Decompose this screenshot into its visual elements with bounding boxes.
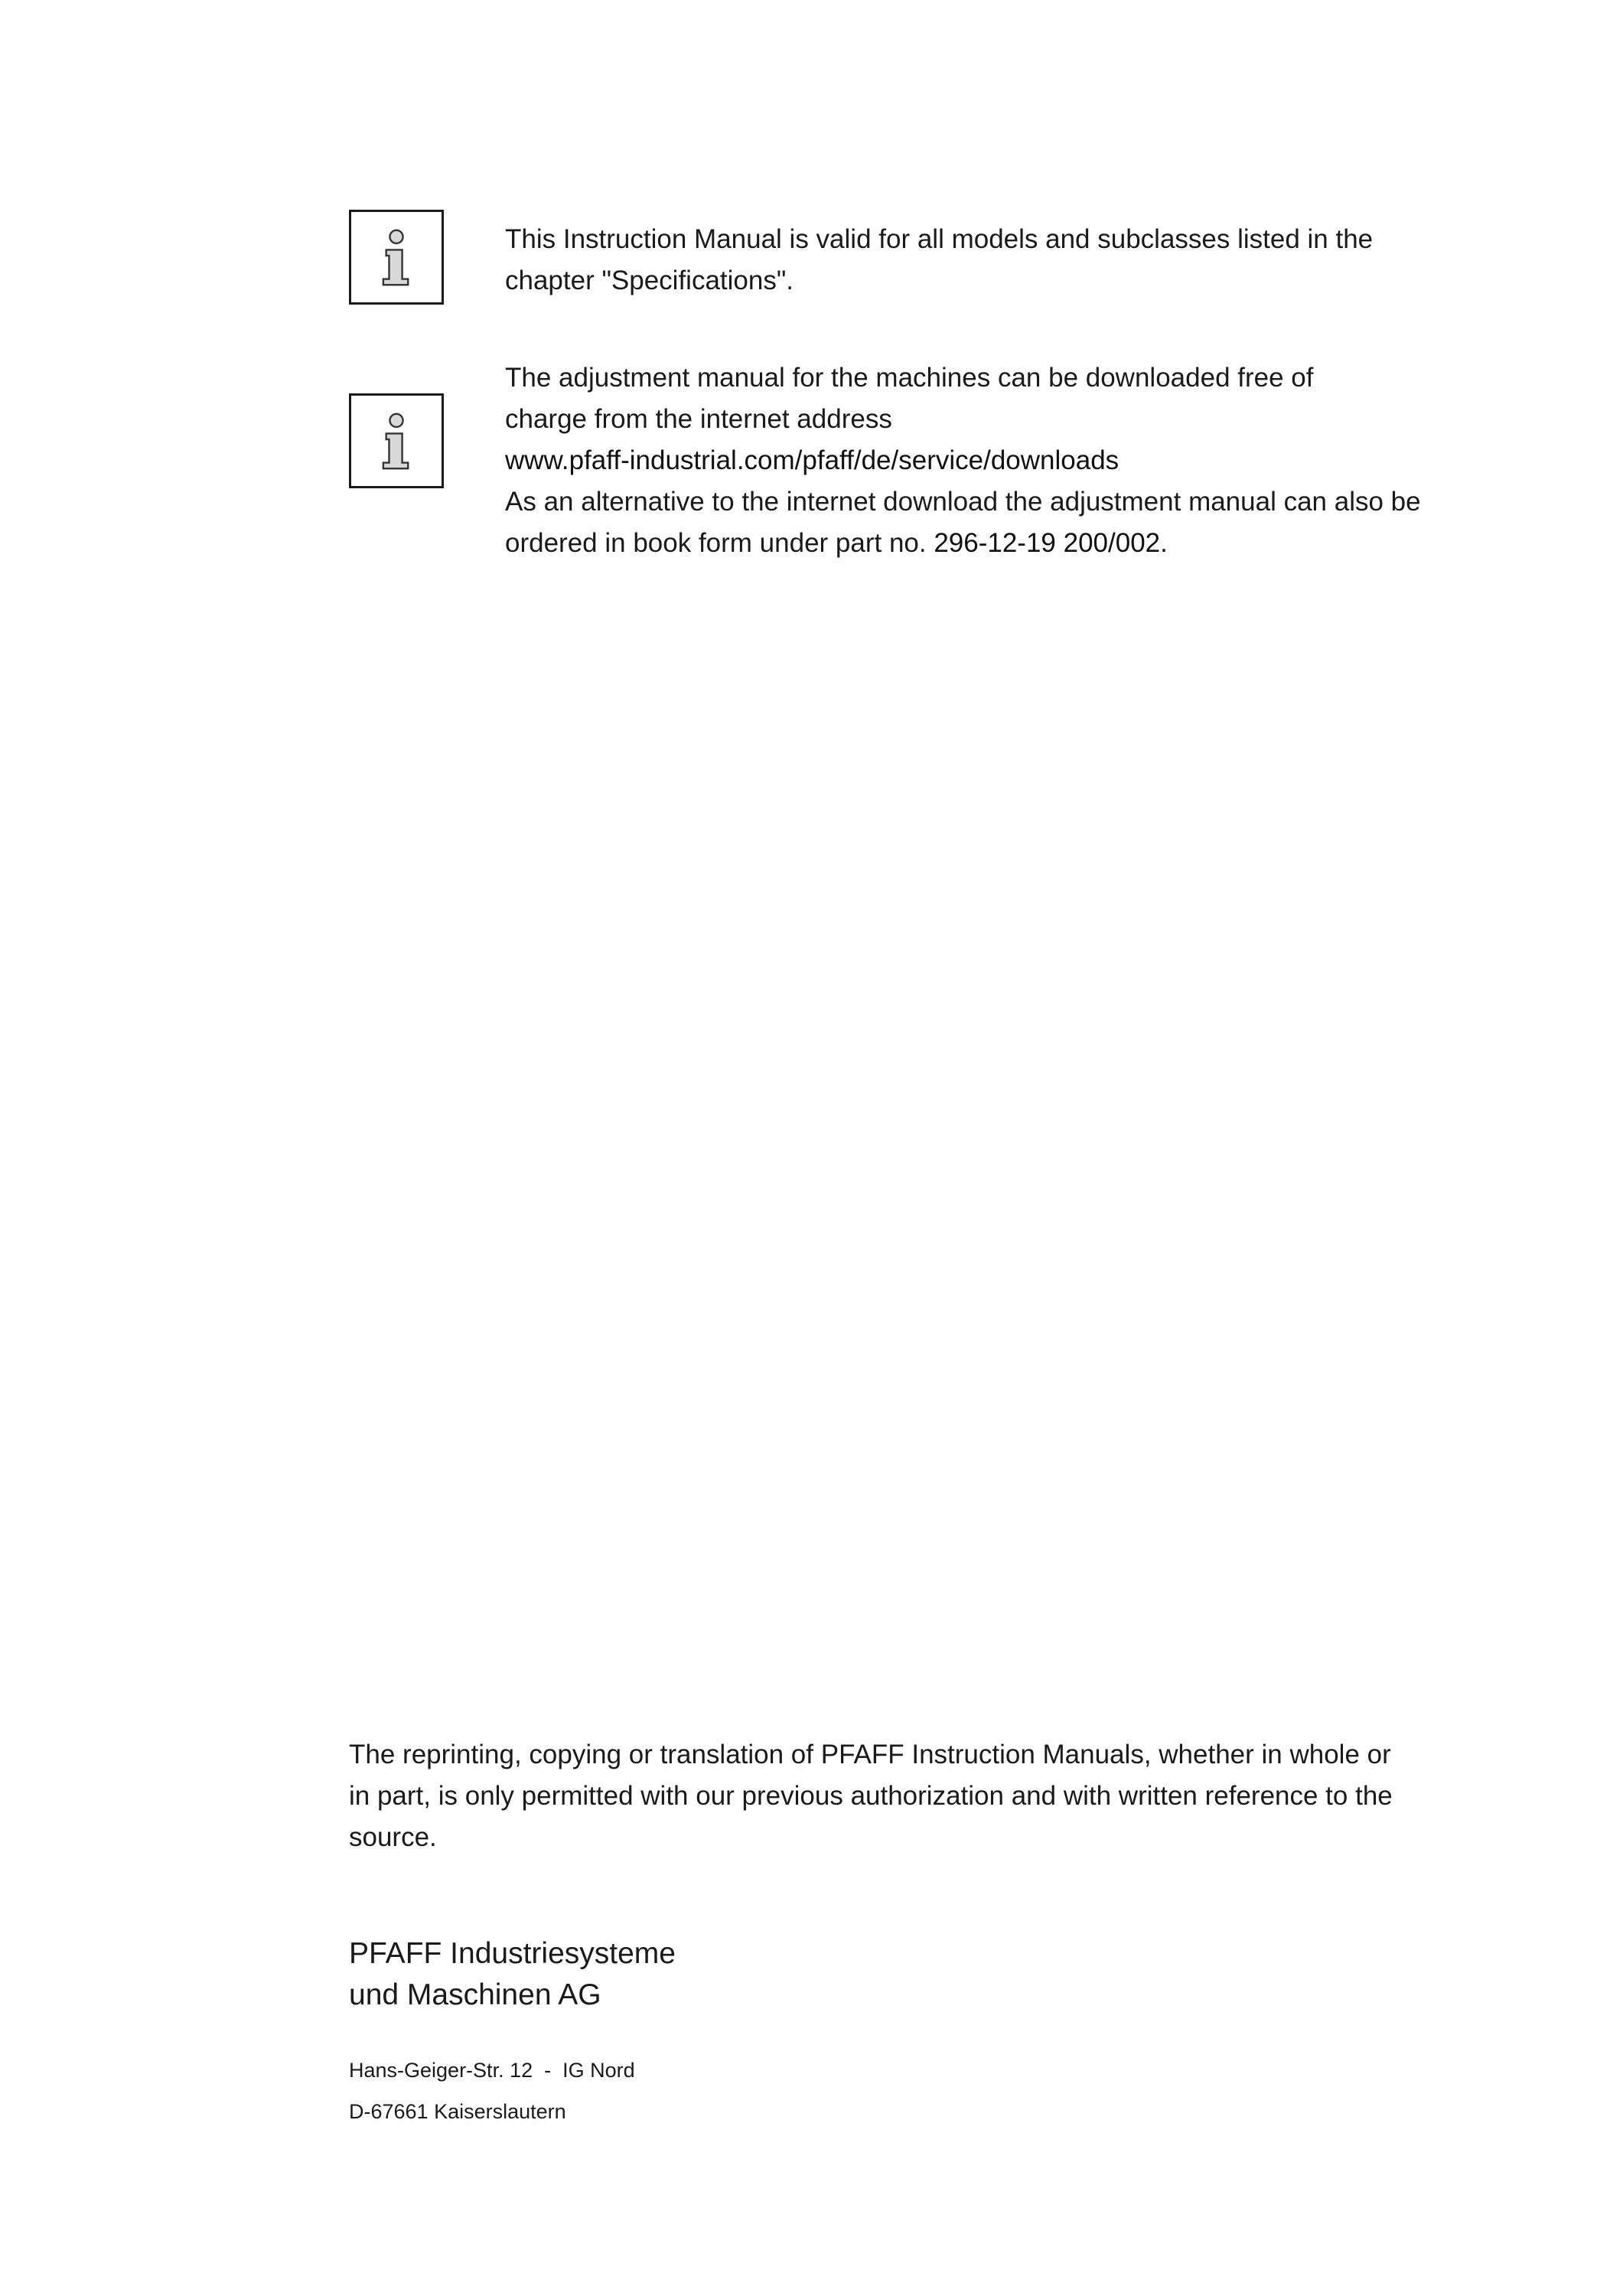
address-city: D-67661 Kaiserslautern xyxy=(349,2100,566,2123)
copyright-line: The reprinting, copying or translation of PFAFF Instruction Manuals, whether in whole or xyxy=(349,1740,1391,1769)
adjustment-note-line xyxy=(505,523,1530,564)
copyright-notice xyxy=(349,1734,1451,1858)
copyright-line: in part, is only permitted with our previous authorization and with written reference to the xyxy=(349,1781,1393,1811)
adjustment-note-line: As an alternative to the internet download the adjustment manual can also be xyxy=(505,487,1421,517)
part-number-prefix: ordered in book form under part no. xyxy=(505,528,934,558)
validity-note xyxy=(505,219,1530,302)
company-name xyxy=(349,1933,676,2016)
company-name-line: und Maschinen AG xyxy=(349,1978,601,2011)
adjustment-manual-note xyxy=(505,357,1530,564)
copyright-line: source. xyxy=(349,1822,437,1852)
company-address xyxy=(349,2050,635,2132)
adjustment-note-line: The adjustment manual for the machines can be downloaded free of xyxy=(505,363,1314,393)
address-street: Hans-Geiger-Str. 12 - IG Nord xyxy=(349,2059,635,2082)
validity-note-line: This Instruction Manual is valid for all models and subclasses listed in the xyxy=(505,224,1374,254)
info-icon xyxy=(349,393,444,488)
validity-note-line: chapter "Specifications". xyxy=(505,266,794,295)
part-number: 296-12-19 200/002. xyxy=(934,528,1168,558)
adjustment-note-line: charge from the internet address xyxy=(505,404,892,434)
info-icon-graphic xyxy=(351,396,442,486)
company-name-line: PFAFF Industriesysteme xyxy=(349,1937,676,1970)
info-icon-graphic xyxy=(351,212,442,302)
info-icon xyxy=(349,210,444,305)
download-url[interactable]: www.pfaff-industrial.com/pfaff/de/service/downloads xyxy=(505,445,1119,475)
